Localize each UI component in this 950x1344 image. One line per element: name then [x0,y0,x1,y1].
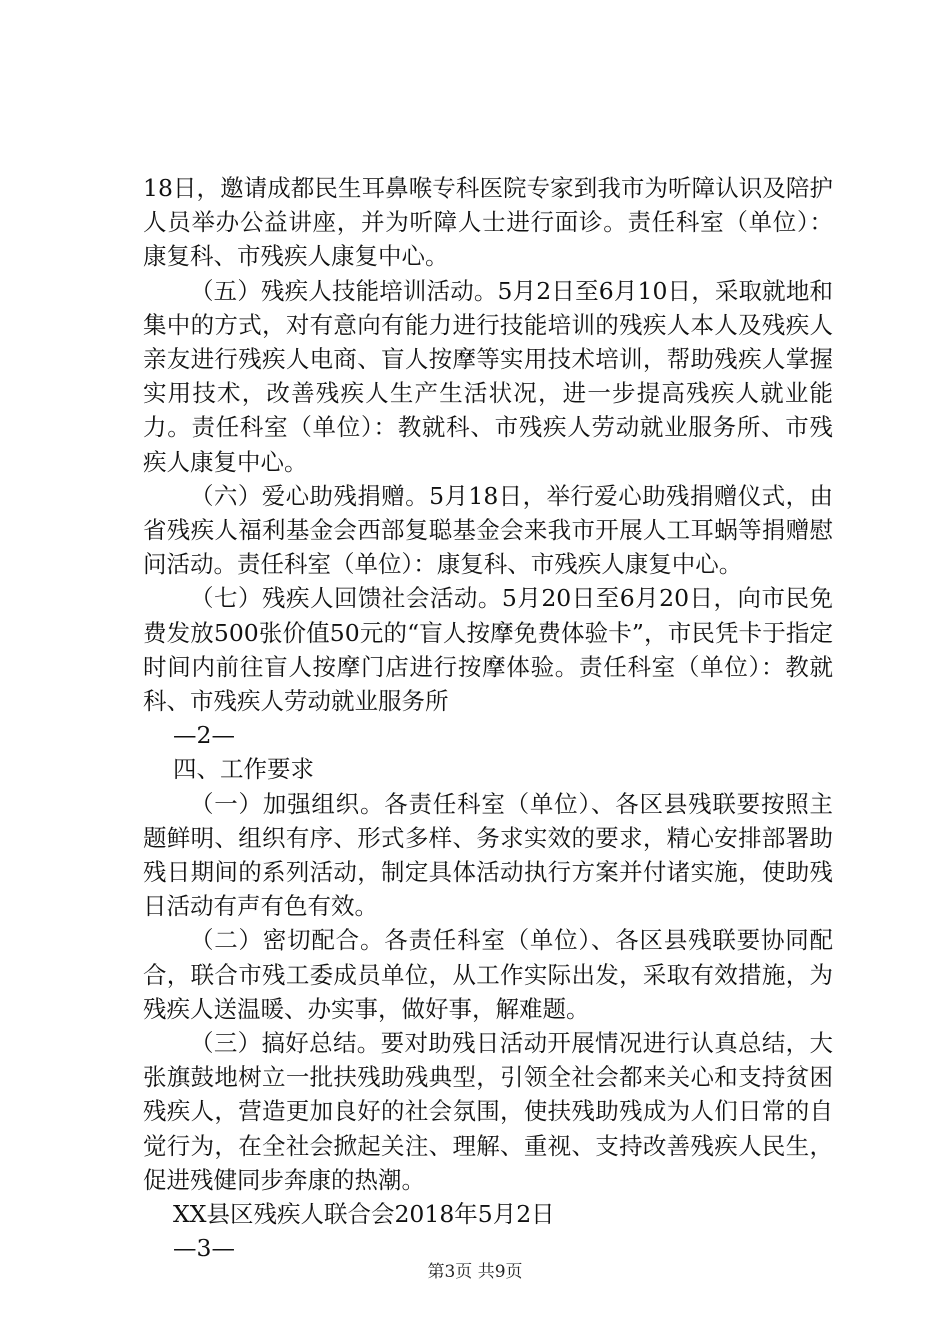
page-marker-2: —2— [173,721,235,750]
paragraph-requirement-2: （二）密切配合。各责任科室（单位）、各区县残联要协同配合，联合市残工委成员单位，从工作实际出发，采取有效措施，为残疾人送温暖、办实事，做好事，解难题。 [143,926,833,1023]
page-marker-3: —3— [173,1234,235,1263]
page-footer [0,1261,950,1283]
paragraph-continuation: 18日，邀请成都民生耳鼻喉专科医院专家到我市为听障认识及陪护人员举办公益讲座，并为听障人士进行面诊。责任科室（单位）：康复科、市残疾人康复中心。 [143,174,833,271]
page-number-label: 第3页 共9页 [427,1262,523,1282]
section-heading-requirements: 四、工作要求 [173,755,314,784]
paragraph-item-5: （五）残疾人技能培训活动。5月2日至6月10日，采取就地和集中的方式，对有意向有能力进行技能培训的残疾人本人及残疾人亲友进行残疾人电商、盲人按摩等实用技术培训，帮助残疾人掌握实用技术，改善残疾人生产生活状况，进一步提高残疾人就业能力。责任科室（单位）：教就科、市残疾人劳动就业服务所、市残疾人康复中心。 [143,276,833,476]
paragraph-requirement-3: （三）搞好总结。要对助残日活动开展情况进行认真总结，大张旗鼓地树立一批扶残助残典型，引领全社会都来关心和支持贫困残疾人，营造更加良好的社会氛围，使扶残助残成为人们日常的自觉行为，在全社会掀起关注、理解、重视、支持改善残疾人民生，促进残健同步奔康的热潮。 [143,1029,833,1194]
paragraph-item-6: （六）爱心助残捐赠。5月18日，举行爱心助残捐赠仪式，由省残疾人福利基金会西部复聪基金会来我市开展人工耳蜗等捐赠慰问活动。责任科室（单位）：康复科、市残疾人康复中心。 [143,481,833,579]
paragraph-requirement-1: （一）加强组织。各责任科室（单位）、各区县残联要按照主题鲜明、组织有序、形式多样、务求实效的要求，精心安排部署助残日期间的系列活动，制定具体活动执行方案并付诸实施，使助残日活动有声有色有效。 [143,789,833,921]
signature-line: XX县区残疾人联合会2018年5月2日 [173,1200,555,1229]
paragraph-item-7: （七）残疾人回馈社会活动。5月20日至6月20日，向市民免费发放500张价值50元的“盲人按摩免费体验卡”，市民凭卡于指定时间内前往盲人按摩门店进行按摩体验。责任科室（单位）：教就科、市残疾人劳动就业服务所 [143,584,833,716]
document-body [143,171,833,1266]
